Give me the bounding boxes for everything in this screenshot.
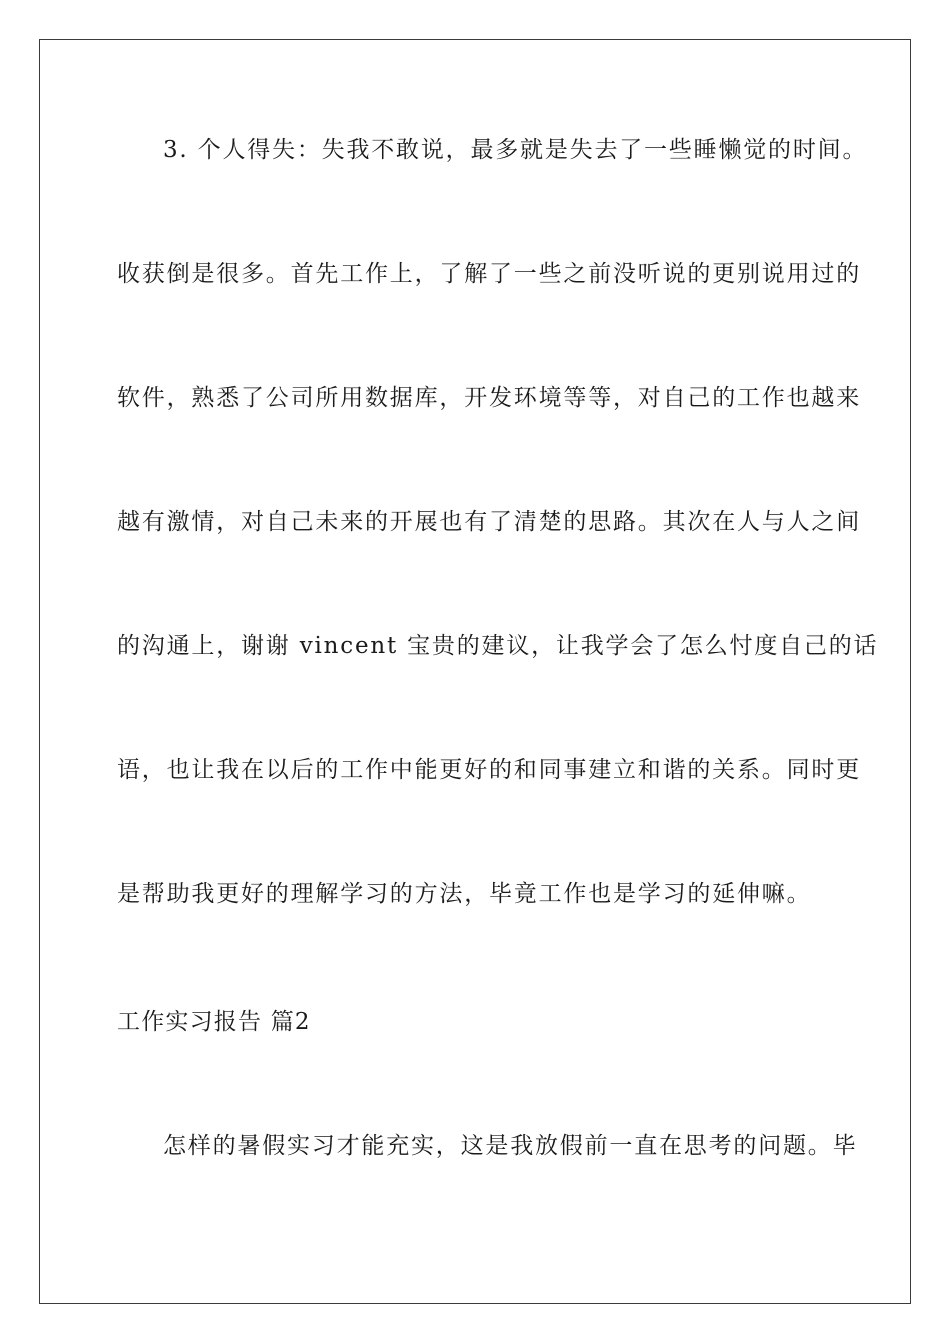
- body-line-5: 的沟通上，谢谢 vincent 宝贵的建议，让我学会了怎么忖度自己的话: [117, 633, 879, 659]
- body-line-7: 是帮助我更好的理解学习的方法，毕竟工作也是学习的延伸嘛。: [117, 881, 812, 907]
- next-paragraph-line: 怎样的暑假实习才能充实，这是我放假前一直在思考的问题。毕: [163, 1133, 858, 1159]
- body-line-4: 越有激情，对自己未来的开展也有了清楚的思路。其次在人与人之间: [117, 509, 861, 535]
- body-line-6: 语，也让我在以后的工作中能更好的和同事建立和谐的关系。同时更: [117, 757, 861, 783]
- body-line-2: 收获倒是很多。首先工作上，了解了一些之前没听说的更别说用过的: [117, 261, 861, 287]
- section-heading: 工作实习报告 篇2: [117, 1009, 311, 1035]
- page-border: [39, 39, 911, 1304]
- body-line-1: 3. 个人得失：失我不敢说，最多就是失去了一些睡懒觉的时间。: [163, 137, 868, 163]
- body-line-3: 软件，熟悉了公司所用数据库，开发环境等等，对自己的工作也越来: [117, 385, 861, 411]
